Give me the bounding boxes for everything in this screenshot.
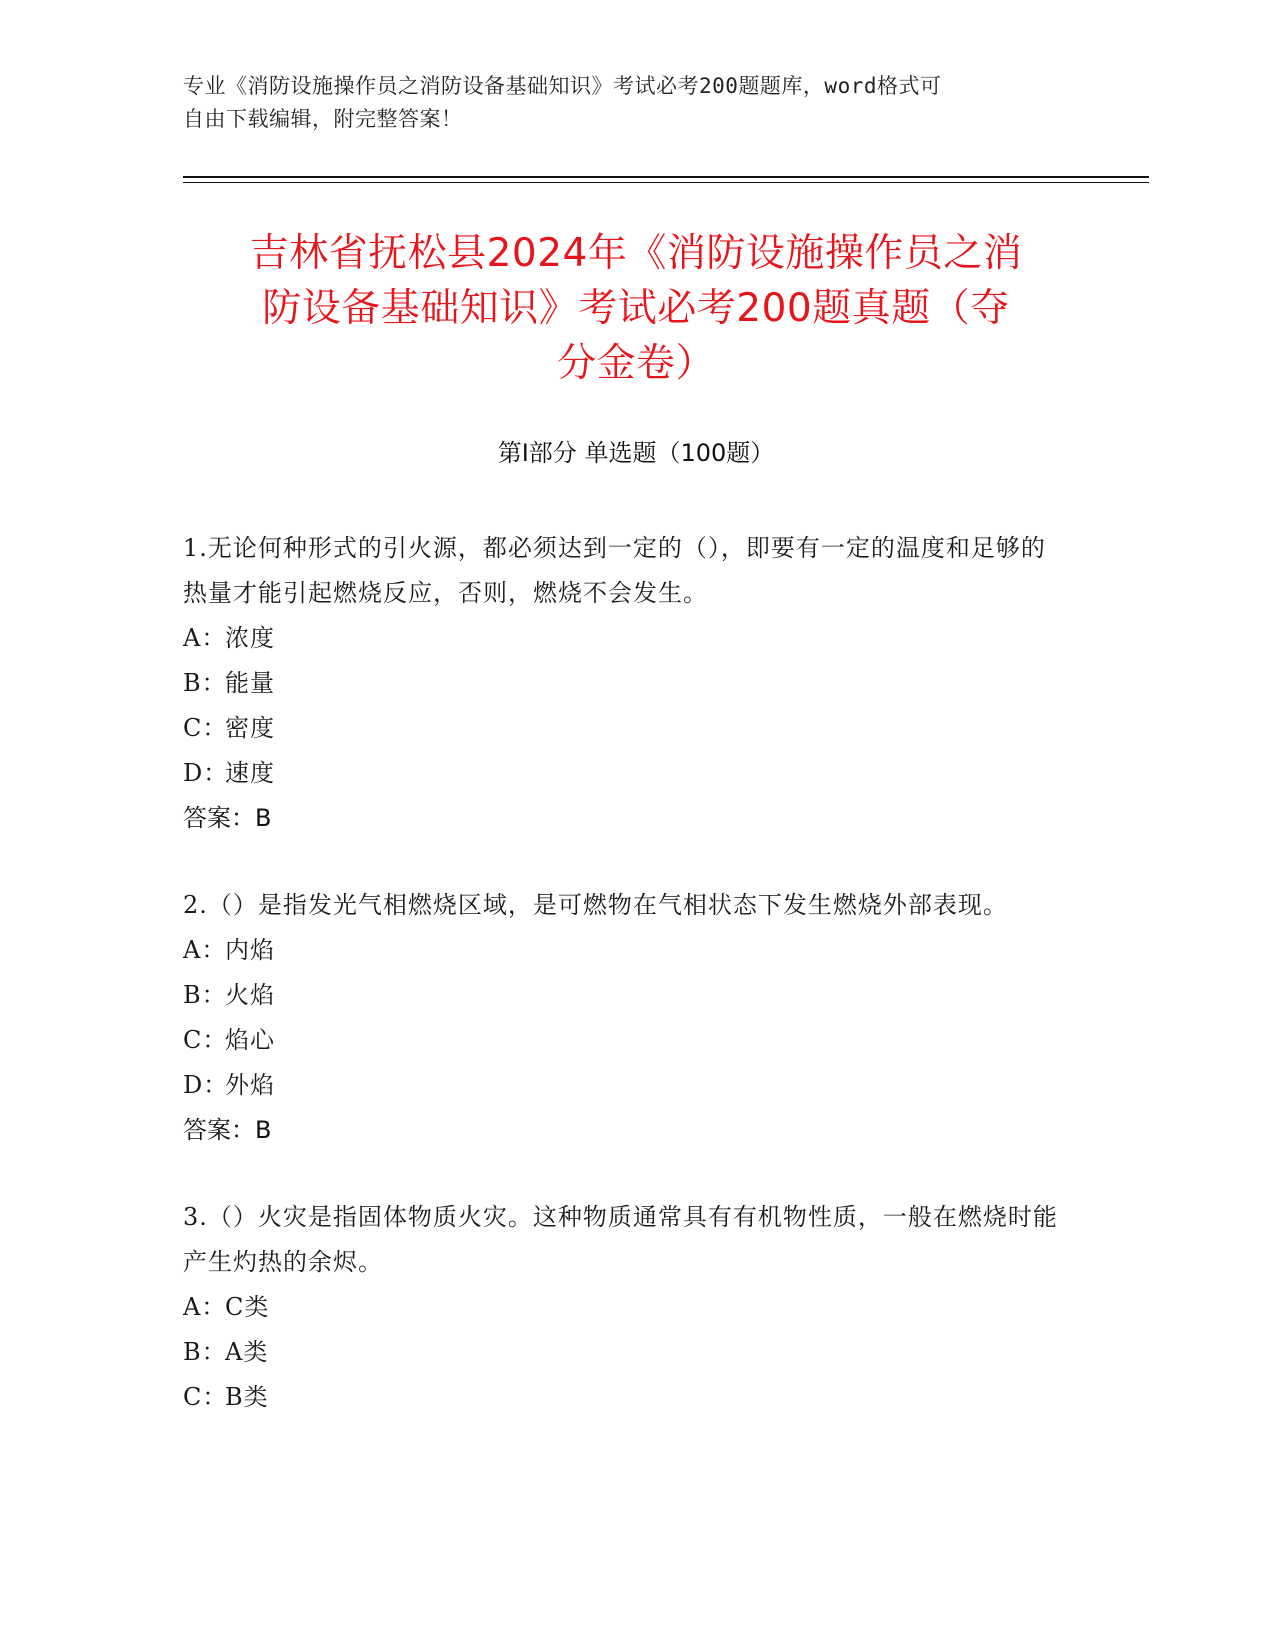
option-c [183, 1375, 1063, 1420]
question-stem: 2.（）是指发光气相燃烧区域，是可燃物在气相状态下发生燃烧外部表现。 [183, 891, 1008, 919]
option-key: A： [183, 936, 227, 964]
document-title-line-2: 防设备基础知识》考试必考200题真题（夺 [262, 286, 1010, 331]
option-b [183, 1330, 1063, 1375]
document-title-line-1: 吉林省抚松县2024年《消防设施操作员之消 [249, 231, 1023, 276]
option-a [183, 1285, 1063, 1330]
header-note-line-1: 专业《消防设施操作员之消防设备基础知识》考试必考200题题库，word格式可 [183, 74, 942, 98]
option-d [183, 751, 1063, 796]
option-text: 能量 [225, 669, 275, 697]
header-divider-thin [183, 182, 1149, 183]
option-text: 外焰 [225, 1071, 275, 1099]
section-title: 第Ⅰ部分 单选题（100题） [497, 439, 775, 467]
answer-line: 答案：B [183, 804, 272, 832]
option-key: B： [183, 1338, 227, 1366]
option-a [183, 616, 1063, 661]
option-key: C： [183, 1026, 228, 1054]
option-key: C： [183, 1383, 228, 1411]
option-text: 内焰 [225, 936, 275, 964]
option-b [183, 973, 1063, 1018]
option-b [183, 661, 1063, 706]
option-key: C： [183, 714, 228, 742]
option-d [183, 1063, 1063, 1108]
question-stem: 3.（）火灾是指固体物质火灾。这种物质通常具有有机物性质，一般在燃烧时能产生灼热的余烬。 [183, 1203, 1058, 1276]
option-key: A： [183, 1293, 227, 1321]
option-text: 速度 [225, 759, 275, 787]
option-key: A： [183, 624, 227, 652]
option-text: 焰心 [225, 1026, 275, 1054]
document-title-line-3: 分金卷） [556, 341, 715, 386]
header-note [183, 70, 1063, 136]
option-text: C类 [225, 1293, 270, 1321]
header-note-line-2: 自由下载编辑，附完整答案！ [183, 107, 463, 131]
question-2 [183, 883, 1063, 1153]
document-title [183, 226, 1089, 391]
option-c [183, 706, 1063, 751]
option-key: D： [183, 759, 229, 787]
option-key: B： [183, 981, 227, 1009]
option-c [183, 1018, 1063, 1063]
option-text: 火焰 [225, 981, 275, 1009]
option-text: 浓度 [225, 624, 275, 652]
option-text: 密度 [225, 714, 275, 742]
option-key: B： [183, 669, 227, 697]
option-key: D： [183, 1071, 229, 1099]
header-divider-thick [183, 176, 1149, 178]
option-text: B类 [225, 1383, 269, 1411]
question-list [183, 526, 1063, 1462]
question-stem: 1.无论何种形式的引火源，都必须达到一定的（），即要有一定的温度和足够的热量才能引起燃烧反应，否则，燃烧不会发生。 [183, 534, 1046, 607]
option-text: A类 [225, 1338, 269, 1366]
option-a [183, 928, 1063, 973]
answer-line: 答案：B [183, 1116, 272, 1144]
question-3 [183, 1195, 1063, 1420]
question-1 [183, 526, 1063, 841]
